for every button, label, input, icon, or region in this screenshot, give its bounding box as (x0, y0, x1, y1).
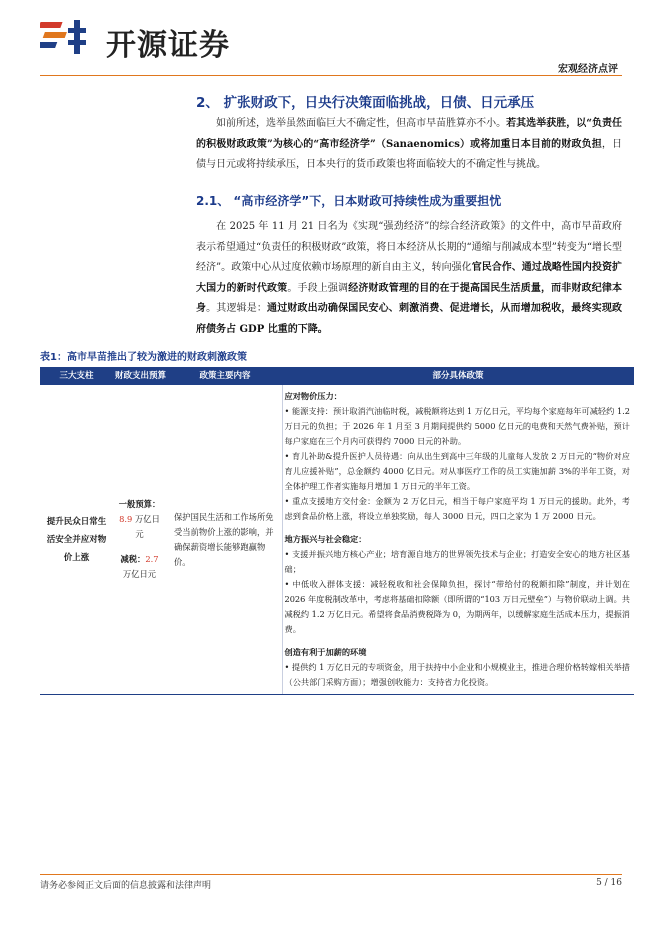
header-policies: 部分具体政策 (282, 367, 634, 385)
budget-general-unit: 万亿日元 (134, 514, 160, 539)
table-header-row (40, 367, 634, 385)
brand-name: 开源证券 (106, 28, 230, 63)
para2-bold-2: 经济财政管理的目的在于提高国民生活质量，而非财政纪律本身 (196, 282, 623, 314)
policy-item: • 中低收入群体支援：减轻税收和社会保障负担，探讨“带给付的税额扣除”制度，并计划在 2026 年度税制改革中，考虑将基础扣除额（即所谓的“103 万日元壁垒”）与物价联动上调。共减税约 1.2 万亿日元。希望将食品消费税降为 0，为期两年，以缓解家庭生活成本压力，提振消费。 (284, 579, 630, 634)
subsection-title: 2.1、 “高市经济学”下，日本财政可持续性成为重要担忧 (196, 194, 502, 208)
budget-tax-label: 减税： (120, 554, 146, 564)
pillar-cell: 提升民众日常生活安全并应对物价上涨 (40, 385, 113, 695)
section-title: 2、 扩张财政下，日央行决策面临挑战，日债、日元承压 (196, 95, 535, 111)
budget-general-value: 8.9 (119, 514, 133, 524)
section-paragraph-1 (196, 114, 622, 176)
content-cell: 保护国民生活和工作场所免受当前物价上涨的影响，并确保薪资增长能够跑赢物价。 (168, 385, 282, 695)
para2-bold-1: 官民合作、通过战略性国内投资扩大国力的新时代政策 (196, 262, 622, 294)
policy-group-title: 地方振兴与社会稳定： (284, 534, 367, 544)
budget-cell (113, 385, 168, 695)
policies-cell (282, 385, 634, 695)
policy-item: • 能源支持：预计取消汽油临时税，减税额将达到 1 万亿日元，平均每个家庭每年可减轻约 1.2 万日元的负担；于 2026 年 1 月至 3 月期间提供约 5000 亿日元的电费和天然气费补贴，预计每户家庭在三个月内可获得约 7000 日元的补助。 (284, 406, 630, 446)
header-divider (40, 75, 622, 76)
para1-text-2: ，日债与日元或将持续承压，日本央行的货币政策也将面临较大的不确定性与挑战。 (196, 138, 623, 170)
para1-bold-1: 若其选举获胜，以“负责任的积极财政政策”为核心的“高市经济学”（Sanaenomics）或将加重日本目前的财政负担 (196, 118, 622, 150)
table-row (40, 385, 634, 695)
header-content: 政策主要内容 (168, 367, 282, 385)
report-type-label: 宏观经济点评 (558, 64, 618, 75)
header-pillar: 三大支柱 (40, 367, 113, 385)
section-paragraph-2 (196, 217, 622, 340)
para2-text-3: 。其逻辑是： (206, 303, 268, 314)
page-number: 5 / 16 (596, 878, 622, 888)
footer-divider (40, 874, 622, 875)
policy-item: • 育儿补助&提升医护人员待遇：向从出生到高中三年级的儿童每人发放 2 万日元的“物价对应育儿应援补贴”，总金额约 4000 亿日元。对从事医疗工作的员工实施加薪 3%的半年工资，对全体护理工作者实施每月增加 1 万日元的半年工资。 (284, 451, 630, 491)
budget-tax (117, 552, 162, 582)
policy-group-title: 应对物价压力： (284, 391, 342, 401)
para2-text-1: 在 2025 年 11 月 21 日名为《实现“强劲经济”的综合经济政策》的文件中，高市早苗政府表示希望通过“负责任的积极财政”政策，将日本经济从长期的“通缩与削减成本型”转变为“增长型经济”。政策中心从过度依赖市场原理的新自由主义，转向强化 (196, 221, 622, 273)
budget-general-label: 一般预算： (118, 499, 161, 509)
policy-table (40, 367, 634, 695)
budget-general (117, 497, 162, 542)
budget-tax-value: 2.7 (145, 554, 159, 564)
group-spacer (285, 524, 631, 530)
brand-logo-icon (40, 18, 98, 56)
policy-item: • 支援并振兴地方核心产业；培育源自地方的世界领先技术与企业；打造安全安心的地方社区基础； (284, 549, 630, 574)
policy-group-title: 创造有利于加薪的环境 (284, 647, 367, 657)
table-caption: 表1：高市早苗推出了较为激进的财政刺激政策 (40, 352, 247, 363)
para2-text-2: 。手段上强调 (287, 282, 349, 294)
page-header (0, 0, 662, 76)
header-budget: 财政支出预算 (113, 367, 168, 385)
group-spacer (285, 637, 631, 643)
policy-item: • 重点支援地方交付金：金额为 2 万亿日元，相当于每户家庭平均 1 万日元的援助。此外，考虑到食品价格上涨，将设立单独奖励，每人 3000 日元，四口之家为 1 万 2000 日元。 (284, 496, 630, 521)
footer-disclaimer: 请务必参阅正文后面的信息披露和法律声明 (40, 881, 212, 891)
para2-bold-3: 通过财政出动确保国民安心、刺激消费、促进增长，从而增加税收，最终实现政府债务占 GDP 比重的下降。 (196, 303, 623, 335)
para1-text-1: 如前所述，选举虽然面临巨大不确定性，但高市早苗胜算亦不小。 (216, 118, 507, 129)
policy-item: • 提供约 1 万亿日元的专项资金，用于扶持中小企业和小规模业主，推进合理价格转嫁相关举措（公共部门采购方面）；增强创收能力：支持省力化投资。 (284, 662, 630, 687)
budget-tax-unit: 万亿日元 (122, 569, 157, 579)
